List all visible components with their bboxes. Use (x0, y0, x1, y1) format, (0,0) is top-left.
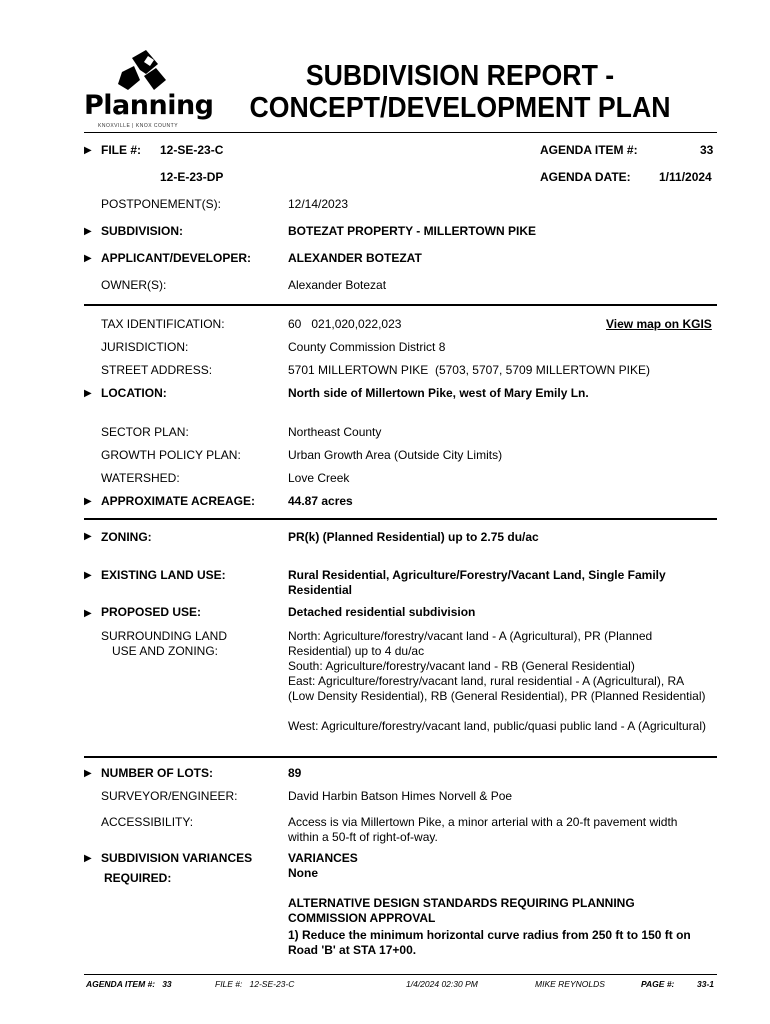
agenda-date-label: AGENDA DATE: (540, 170, 631, 184)
file-number-1: 12-SE-23-C (160, 143, 224, 157)
logo-mark-icon (110, 50, 170, 92)
surrounding-north: North: Agriculture/forestry/vacant land - A (Agricultural), PR (Planned Residential) up to 4 du/ac (288, 629, 653, 658)
surrounding-label-line-1: SURROUNDING LAND (101, 629, 228, 643)
surrounding-label-line-2: USE AND ZONING: (112, 644, 219, 658)
lots-value: 89 (288, 766, 302, 780)
tax-id-value: 60 021,020,022,023 (288, 317, 402, 331)
bullet-arrow-icon: ▶ (84, 608, 92, 619)
file-number-2: 12-E-23-DP (160, 170, 224, 184)
agenda-item-label: AGENDA ITEM #: (540, 143, 638, 157)
bullet-arrow-icon: ▶ (84, 768, 92, 779)
postponement-label: POSTPONEMENT(S): (101, 197, 222, 211)
sector-plan-label: SECTOR PLAN: (101, 425, 189, 439)
kgis-map-link[interactable]: View map on KGIS (606, 317, 712, 331)
bullet-arrow-icon: ▶ (84, 853, 92, 864)
footer-author: MIKE REYNOLDS (535, 979, 605, 989)
watershed-value: Love Creek (288, 471, 350, 485)
sector-plan-value: Northeast County (288, 425, 382, 439)
postponement-value: 12/14/2023 (288, 197, 349, 211)
bullet-arrow-icon: ▶ (84, 570, 92, 581)
jurisdiction-value: County Commission District 8 (288, 340, 446, 354)
agenda-date-value: 1/11/2024 (659, 170, 712, 184)
title-line-1: SUBDIVISION REPORT - (305, 60, 615, 92)
footer-page-value: 33-1 (697, 979, 715, 989)
logo-wordmark: Planning (84, 90, 214, 121)
location-label: LOCATION: (101, 386, 167, 400)
zoning-label: ZONING: (101, 530, 152, 544)
owner-label: OWNER(S): (101, 278, 167, 292)
footer-page-label: PAGE #: (641, 979, 675, 989)
surveyor-label: SURVEYOR/ENGINEER: (101, 789, 238, 803)
existing-use-value: Rural Residential, Agriculture/Forestry/Vacant Land, Single Family Residential (288, 568, 666, 597)
footer-datetime: 1/4/2024 02:30 PM (406, 979, 478, 989)
street-address-label: STREET ADDRESS: (101, 363, 213, 377)
alt-design-heading: ALTERNATIVE DESIGN STANDARDS REQUIRING PLANNING COMMISSION APPROVAL (288, 896, 635, 925)
applicant-value: ALEXANDER BOTEZAT (288, 251, 422, 265)
bullet-arrow-icon: ▶ (84, 226, 92, 237)
section-divider (84, 518, 717, 520)
existing-use-label: EXISTING LAND USE: (101, 568, 226, 582)
proposed-use-label: PROPOSED USE: (101, 605, 202, 619)
zoning-value: PR(k) (Planned Residential) up to 2.75 du/ac (288, 530, 539, 544)
location-value: North side of Millertown Pike, west of Mary Emily Ln. (288, 386, 589, 400)
watershed-label: WATERSHED: (101, 471, 180, 485)
applicant-label: APPLICANT/DEVELOPER: (101, 251, 252, 265)
section-divider (84, 756, 717, 758)
street-address-value: 5701 MILLERTOWN PIKE (5703, 5707, 5709 MILLERTOWN PIKE) (288, 363, 650, 377)
footer-file: FILE #: 12-SE-23-C (215, 979, 295, 989)
surrounding-south: South: Agriculture/forestry/vacant land - RB (General Residential) (288, 659, 635, 673)
accessibility-label: ACCESSIBILITY: (101, 815, 194, 829)
subdivision-value: BOTEZAT PROPERTY - MILLERTOWN PIKE (288, 224, 537, 238)
variances-label-line-1: SUBDIVISION VARIANCES (101, 851, 253, 865)
lots-label: NUMBER OF LOTS: (101, 766, 213, 780)
page-title (248, 60, 671, 124)
section-divider (84, 304, 717, 306)
growth-policy-label: GROWTH POLICY PLAN: (101, 448, 241, 462)
alt-design-item-1: 1) Reduce the minimum horizontal curve radius from 250 ft to 150 ft on Road 'B' at STA 17+00. (288, 928, 691, 957)
acreage-label: APPROXIMATE ACREAGE: (101, 494, 256, 508)
proposed-use-value: Detached residential subdivision (288, 605, 476, 619)
bullet-arrow-icon: ▶ (84, 145, 92, 156)
bullet-arrow-icon: ▶ (84, 531, 92, 542)
planning-logo (84, 50, 214, 130)
subdivision-label: SUBDIVISION: (101, 224, 184, 238)
bullet-arrow-icon: ▶ (84, 388, 92, 399)
surrounding-west: West: Agriculture/forestry/vacant land, public/quasi public land - A (Agricultural) (288, 719, 706, 733)
variances-heading: VARIANCES (288, 851, 358, 865)
tax-id-label: TAX IDENTIFICATION: (101, 317, 225, 331)
jurisdiction-label: JURISDICTION: (101, 340, 189, 354)
header-divider (84, 132, 717, 133)
growth-policy-value: Urban Growth Area (Outside City Limits) (288, 448, 503, 462)
surveyor-value: David Harbin Batson Himes Norvell & Poe (288, 789, 513, 803)
variances-none: None (288, 866, 318, 880)
bullet-arrow-icon: ▶ (84, 253, 92, 264)
variances-label-line-2: REQUIRED: (104, 871, 172, 885)
file-label: FILE #: (101, 143, 142, 157)
owner-value: Alexander Botezat (288, 278, 387, 292)
bullet-arrow-icon: ▶ (84, 496, 92, 507)
title-line-2: CONCEPT/DEVELOPMENT PLAN (249, 92, 671, 124)
surrounding-east: East: Agriculture/forestry/vacant land, rural residential - A (Agricultural), RA (Low Density Residential), RB (General Residential), PR (Planned Residential) (288, 674, 706, 703)
acreage-value: 44.87 acres (288, 494, 353, 508)
footer-divider (84, 974, 717, 975)
accessibility-value: Access is via Millertown Pike, a minor arterial with a 20-ft pavement width within a 50-ft of right-of-way. (288, 815, 678, 844)
logo-subtext: KNOXVILLE | KNOX COUNTY (98, 123, 179, 129)
footer-agenda-item: AGENDA ITEM #: 33 (86, 979, 172, 989)
agenda-item-value: 33 (700, 143, 714, 157)
